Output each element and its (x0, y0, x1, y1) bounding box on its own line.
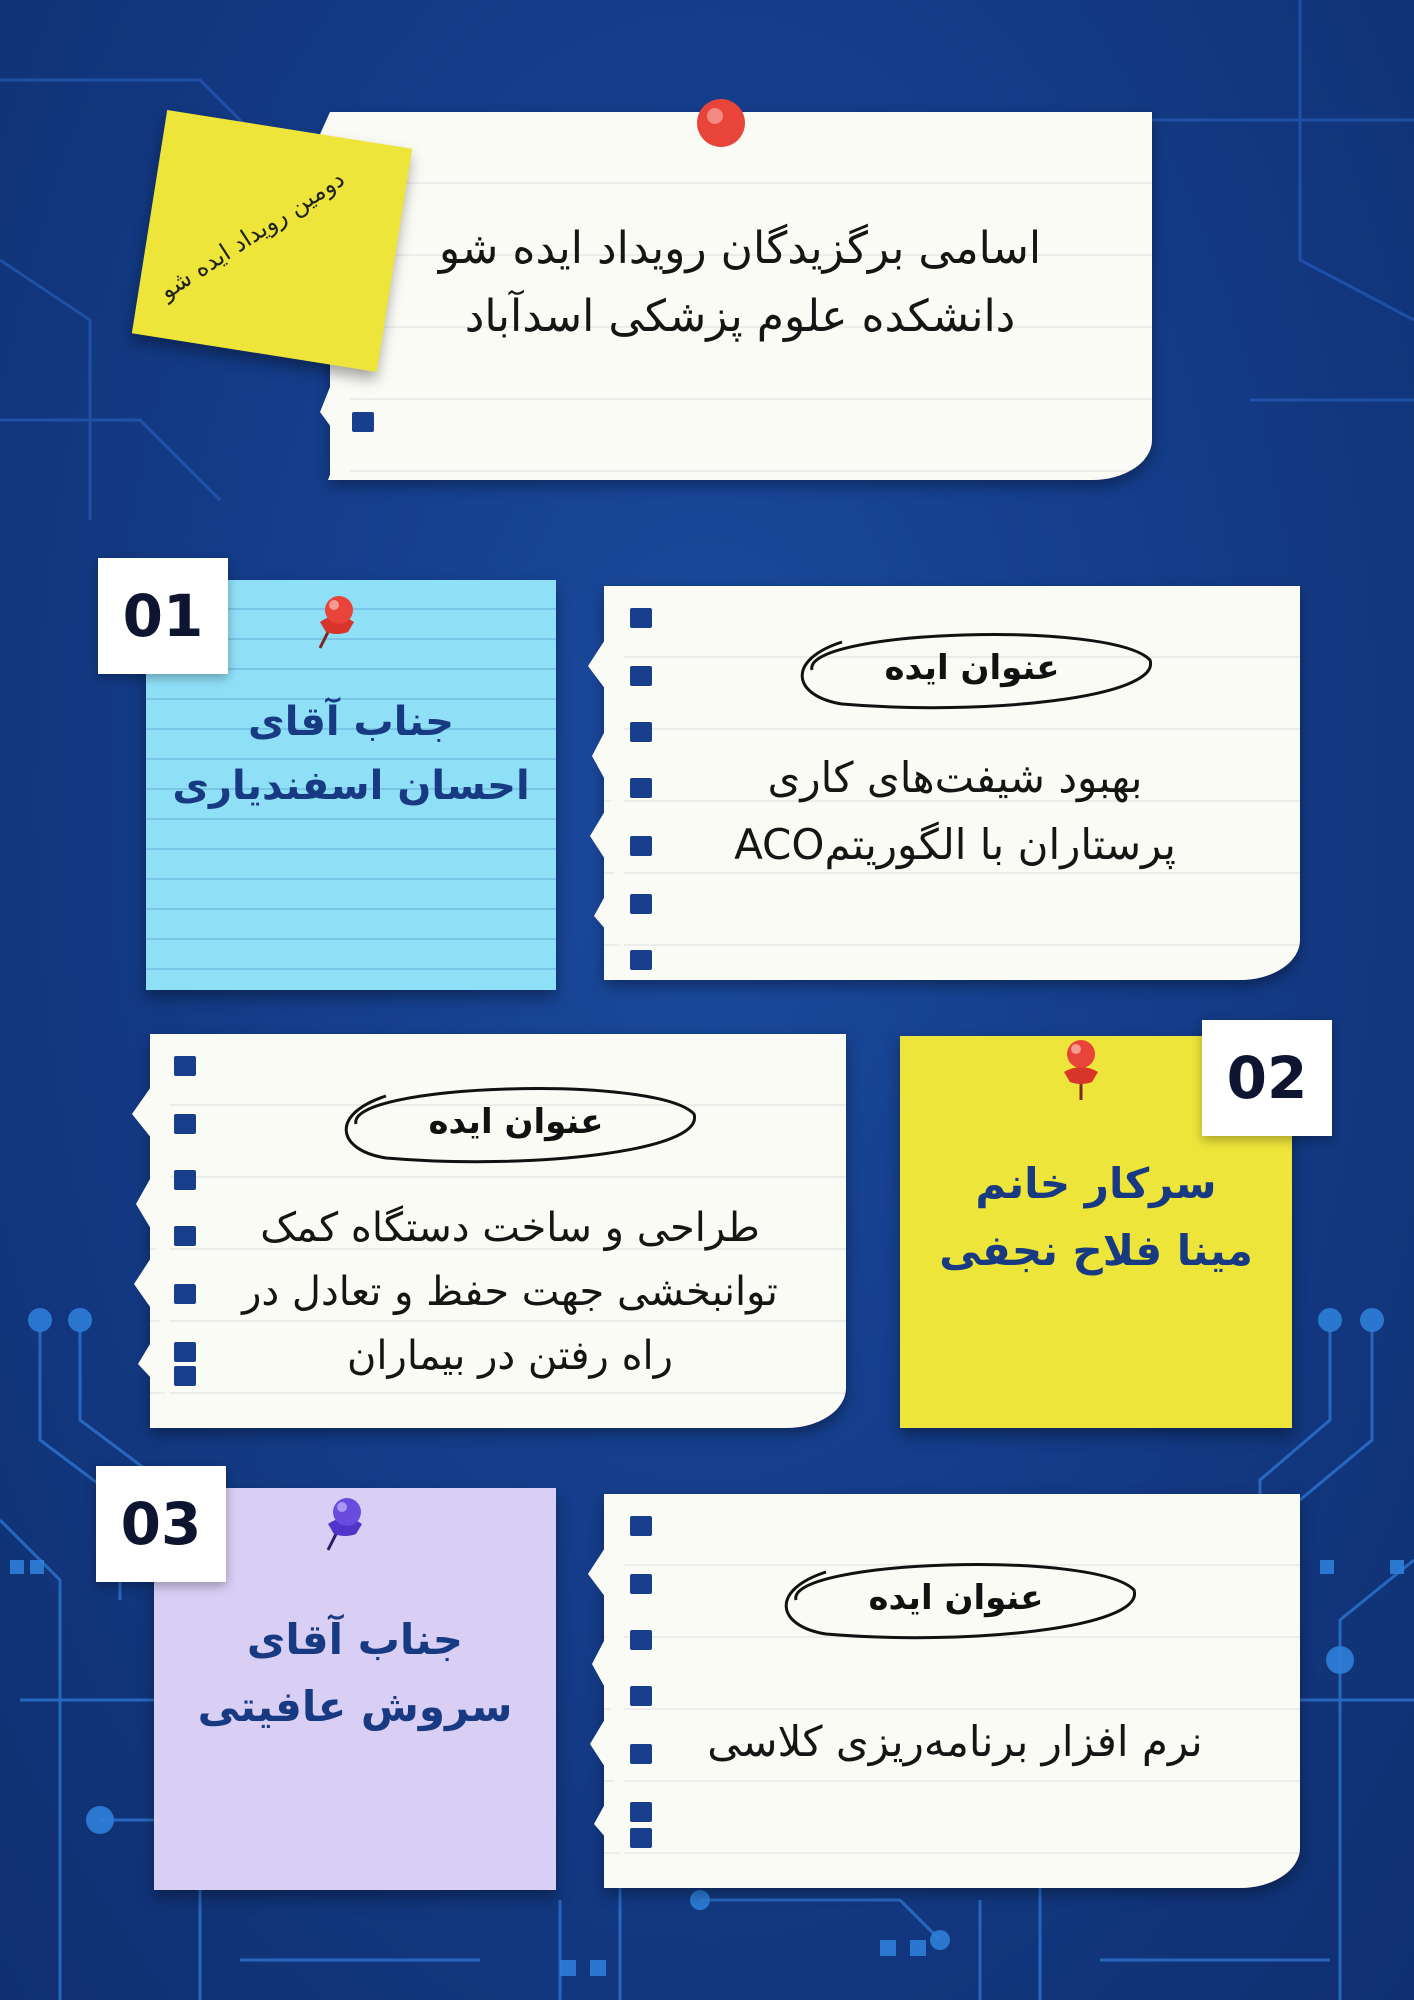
binder-hole (630, 1574, 652, 1594)
binder-hole (630, 666, 652, 686)
thumbtack-icon (320, 1494, 370, 1554)
torn-edge (574, 586, 624, 980)
thumbtack-icon (312, 592, 362, 652)
binder-hole (630, 1802, 652, 1822)
winner-02-idea-line2: توانبخشی جهت حفظ و تعادل در (242, 1269, 778, 1315)
binder-hole (630, 894, 652, 914)
winner-03-idea-line1: نرم افزار برنامه‌ریزی کلاسی (707, 1717, 1203, 1766)
winner-02-name-title: سرکار خانم (975, 1159, 1217, 1208)
winner-02-idea-line1: طراحی و ساخت دستگاه کمک (260, 1205, 760, 1251)
header-title (380, 215, 1100, 351)
binder-hole (630, 778, 652, 798)
binder-hole (174, 1056, 196, 1076)
winner-01-number: 01 (98, 558, 228, 674)
binder-hole (630, 608, 652, 628)
torn-edge (574, 1494, 624, 1888)
winner-01-idea-line2: پرستاران با الگوریتمACO (734, 820, 1176, 870)
winner-01-name-full: احسان اسفندیاری (172, 763, 530, 809)
winner-01-idea-heading-text: عنوان ایده (884, 648, 1060, 688)
binder-hole (630, 1686, 652, 1706)
winner-03-idea-text (640, 1708, 1270, 1775)
binder-hole (174, 1114, 196, 1134)
binder-hole (630, 722, 652, 742)
torn-edge (120, 1034, 170, 1428)
header-title-line2: دانشکده علوم پزشکی اسدآباد (464, 291, 1016, 343)
binder-hole (630, 836, 652, 856)
winner-01-name (146, 690, 556, 818)
winner-02-idea-text (180, 1196, 840, 1388)
winner-01-idea-heading (782, 620, 1162, 716)
winner-01-idea-line1: بهبود شیفت‌های کاری (767, 753, 1143, 802)
binder-hole (630, 1828, 652, 1848)
winner-03-idea-heading (766, 1550, 1146, 1646)
binder-hole (352, 412, 374, 432)
event-sticky-note (132, 110, 412, 372)
winner-03-name-title: جناب آقای (246, 1615, 464, 1664)
winner-03-number: 03 (96, 1466, 226, 1582)
winner-01-idea-text (660, 744, 1250, 878)
winner-02-idea-heading-text: عنوان ایده (428, 1102, 604, 1142)
header-title-line1: اسامی برگزیدگان رویداد ایده شو (438, 223, 1042, 274)
winner-03-name-full: سروش عافیتی (197, 1682, 513, 1732)
binder-hole (174, 1170, 196, 1190)
binder-hole (630, 950, 652, 970)
winner-02-idea-heading (326, 1074, 706, 1170)
binder-hole (630, 1630, 652, 1650)
winner-02-name-full: مینا فلاح نجفی (939, 1226, 1253, 1276)
thumbtack-icon (1056, 1036, 1106, 1102)
winner-02-idea-line3: راه رفتن در بیماران (347, 1333, 673, 1379)
winner-02-name (900, 1150, 1292, 1284)
winner-02-number: 02 (1202, 1020, 1332, 1136)
binder-hole (630, 1516, 652, 1536)
winner-01-name-title: جناب آقای (248, 699, 454, 745)
event-sticky-text: دومین رویداد ایده شو (154, 164, 350, 305)
push-pin-icon (694, 96, 748, 150)
winner-03-name (154, 1606, 556, 1740)
winner-03-idea-heading-text: عنوان ایده (868, 1578, 1044, 1618)
